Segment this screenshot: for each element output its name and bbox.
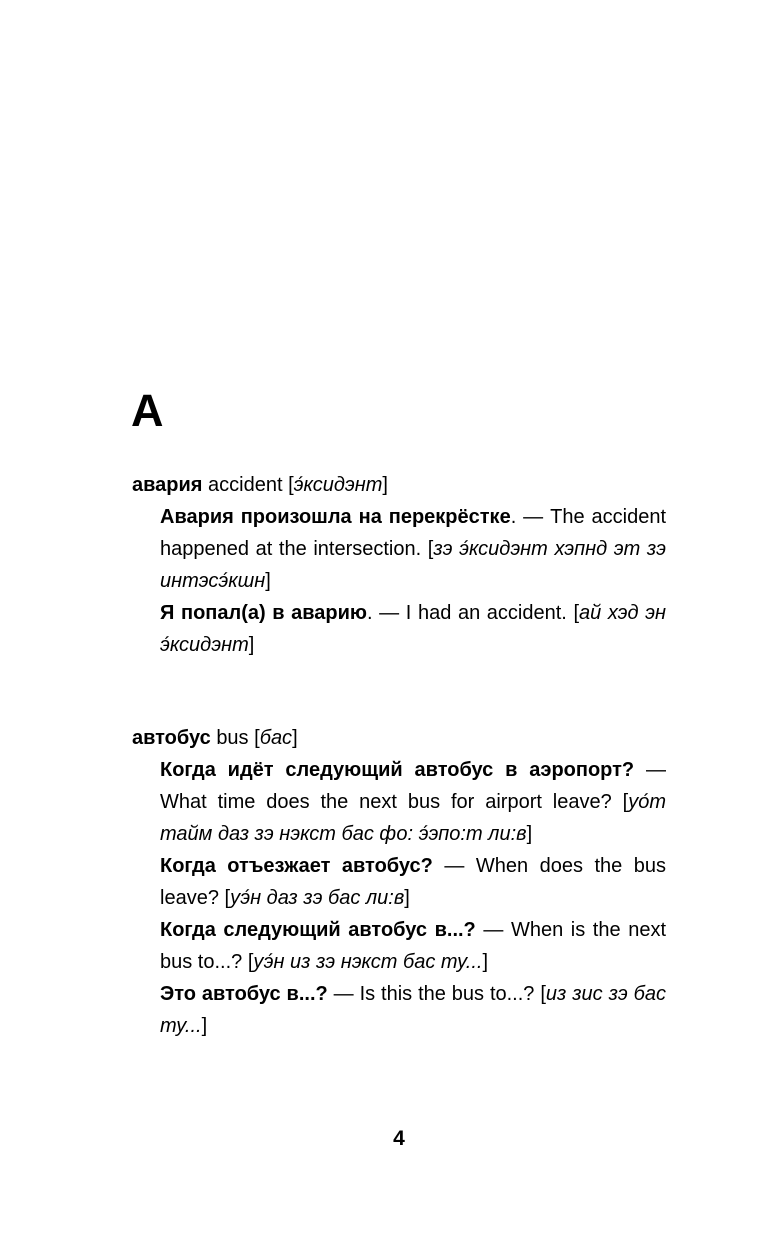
example-russian: Это автобус в...? bbox=[160, 983, 328, 1005]
bracket-close: ] bbox=[382, 474, 388, 496]
example-separator: — bbox=[634, 759, 666, 781]
example-russian: Авария произошла на перекрёстке bbox=[160, 506, 511, 528]
example-transcription: из зис зэ бас ту... bbox=[160, 983, 666, 1037]
headword: автобус bbox=[132, 727, 211, 749]
example-english: When is the next bus to...? bbox=[160, 919, 666, 973]
bracket-close: ] bbox=[526, 823, 533, 845]
bracket-close: ] bbox=[265, 570, 271, 592]
example-russian: Я попал(а) в аварию bbox=[160, 602, 368, 624]
bracket-close: ] bbox=[292, 727, 298, 749]
example-sentence bbox=[132, 597, 666, 661]
bracket-open: [ bbox=[288, 474, 294, 496]
bracket-open: [ bbox=[622, 791, 629, 813]
headword: авария bbox=[132, 474, 203, 496]
bracket-open: [ bbox=[254, 727, 260, 749]
example-separator: — bbox=[327, 983, 360, 1005]
example-transcription: ай хэд эн э́ксидэнт bbox=[160, 602, 666, 656]
headword-transcription: э́ксидэнт bbox=[293, 474, 383, 496]
example-separator: . — bbox=[510, 506, 551, 528]
example-english: When does the bus leave? bbox=[160, 855, 666, 909]
bracket-open: [ bbox=[427, 538, 434, 560]
example-transcription: зэ э́ксидэнт хэпнд эт зэ интэсэ́кшн bbox=[160, 538, 667, 592]
example-russian: Когда следующий автобус в...? bbox=[160, 919, 476, 941]
bracket-open: [ bbox=[247, 951, 254, 973]
page-number: 4 bbox=[393, 1127, 405, 1150]
example-separator: . — bbox=[367, 602, 406, 624]
entry-headline bbox=[132, 469, 666, 501]
example-english: I had an accident. bbox=[405, 602, 567, 624]
section-letter-heading: А bbox=[131, 385, 164, 436]
example-sentence bbox=[132, 754, 666, 850]
example-sentence bbox=[132, 501, 666, 597]
example-english: Is this the bus to...? bbox=[359, 983, 535, 1005]
dictionary-entry-avaria bbox=[132, 469, 666, 661]
bracket-close: ] bbox=[482, 951, 489, 973]
example-sentence bbox=[132, 914, 666, 978]
example-transcription: уэ́н из зэ нэкст бас ту... bbox=[253, 951, 483, 973]
bracket-open: [ bbox=[540, 983, 546, 1005]
example-english: The accident happened at the intersection. bbox=[160, 506, 666, 560]
example-separator: — bbox=[432, 855, 476, 877]
bracket-open: [ bbox=[224, 887, 231, 909]
dictionary-entry-avtobus bbox=[132, 722, 666, 1042]
headword-transcription: бас bbox=[259, 727, 293, 749]
entry-headline bbox=[132, 722, 666, 754]
example-separator: — bbox=[475, 919, 511, 941]
bracket-close: ] bbox=[248, 634, 255, 656]
headword-translation: bus bbox=[216, 727, 249, 749]
example-sentence bbox=[132, 850, 666, 914]
headword-translation: accident bbox=[208, 474, 283, 496]
example-english: What time does the next bus for airport leave? bbox=[160, 791, 612, 813]
example-transcription: уэ́н даз зэ бас ли:в bbox=[230, 887, 405, 909]
example-transcription: уо́т тайм даз зэ нэкст бас фо: э́эпо:т ли:в bbox=[160, 791, 666, 845]
bracket-open: [ bbox=[573, 602, 580, 624]
example-sentence bbox=[132, 978, 666, 1042]
example-russian: Когда идёт следующий автобус в аэропорт? bbox=[160, 759, 635, 781]
bracket-close: ] bbox=[404, 887, 410, 909]
bracket-close: ] bbox=[201, 1015, 208, 1037]
example-russian: Когда отъезжает автобус? bbox=[160, 855, 433, 877]
